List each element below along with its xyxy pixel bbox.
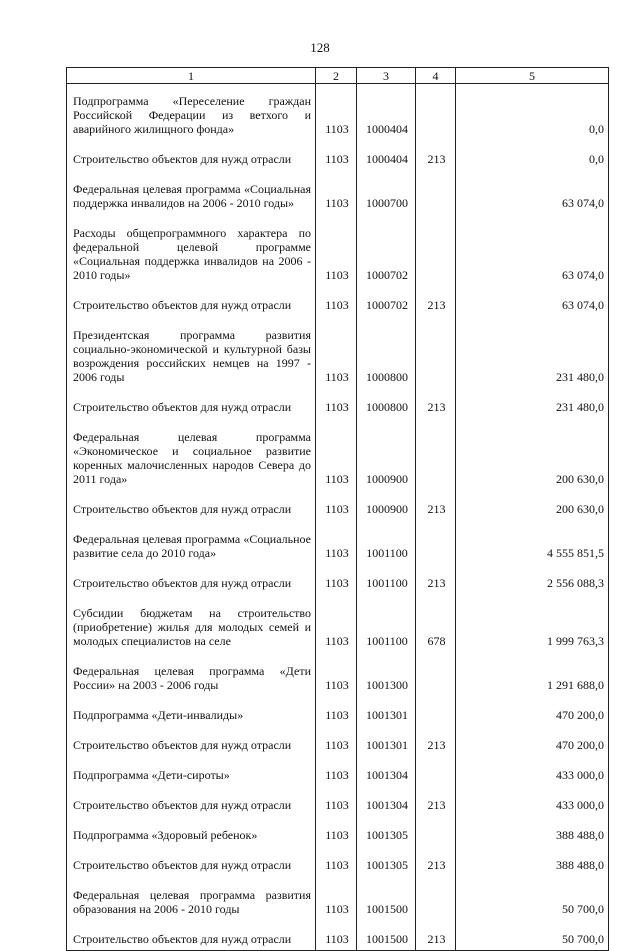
row-amount: 231 480,0 (456, 392, 609, 422)
column-header-3: 3 (357, 68, 416, 84)
row-section-code: 1103 (316, 924, 357, 951)
table-row (67, 174, 609, 218)
row-target-code: 1001100 (357, 568, 416, 598)
row-name: Строительство объектов для нужд отрасли (67, 392, 316, 422)
table-body (67, 84, 609, 951)
row-amount: 433 000,0 (456, 790, 609, 820)
row-expense-code: 213 (416, 850, 456, 880)
row-section-code: 1103 (316, 656, 357, 700)
row-target-code: 1001301 (357, 730, 416, 760)
table-row (67, 524, 609, 568)
row-expense-code (416, 174, 456, 218)
row-expense-code: 213 (416, 494, 456, 524)
row-target-code: 1000900 (357, 494, 416, 524)
table-row (67, 790, 609, 820)
header-row (67, 68, 609, 84)
row-target-code: 1001301 (357, 700, 416, 730)
table-row (67, 760, 609, 790)
table-row (67, 290, 609, 320)
row-name: Подпрограмма «Дети-сироты» (67, 760, 316, 790)
budget-table (66, 67, 609, 951)
row-expense-code (416, 820, 456, 850)
row-section-code: 1103 (316, 494, 357, 524)
row-expense-code: 213 (416, 730, 456, 760)
row-name: Подпрограмма «Переселение граждан Российской Федерации из ветхого и аварийного жилищного фонда» (67, 84, 316, 145)
row-expense-code (416, 84, 456, 145)
row-target-code: 1001100 (357, 598, 416, 656)
table-row (67, 84, 609, 145)
row-target-code: 1000404 (357, 144, 416, 174)
row-amount: 63 074,0 (456, 174, 609, 218)
row-amount: 200 630,0 (456, 422, 609, 494)
row-section-code: 1103 (316, 524, 357, 568)
row-target-code: 1000702 (357, 218, 416, 290)
row-target-code: 1001500 (357, 924, 416, 951)
row-section-code: 1103 (316, 760, 357, 790)
table-row (67, 144, 609, 174)
row-section-code: 1103 (316, 880, 357, 924)
row-target-code: 1001300 (357, 656, 416, 700)
row-amount: 63 074,0 (456, 218, 609, 290)
table-row (67, 392, 609, 422)
row-name: Подпрограмма «Дети-инвалиды» (67, 700, 316, 730)
row-amount: 388 488,0 (456, 820, 609, 850)
row-target-code: 1001305 (357, 850, 416, 880)
table-row (67, 820, 609, 850)
row-section-code: 1103 (316, 568, 357, 598)
row-expense-code (416, 422, 456, 494)
row-name: Строительство объектов для нужд отрасли (67, 144, 316, 174)
row-section-code: 1103 (316, 730, 357, 760)
row-target-code: 1001500 (357, 880, 416, 924)
row-name: Федеральная целевая программа «Дети России» на 2003 - 2006 годы (67, 656, 316, 700)
row-name: Расходы общепрограммного характера по федеральной целевой программе «Социальная поддержка инвалидов на 2006 - 2010 годы» (67, 218, 316, 290)
table-row (67, 850, 609, 880)
row-name: Строительство объектов для нужд отрасли (67, 924, 316, 951)
table-row (67, 320, 609, 392)
row-amount: 470 200,0 (456, 700, 609, 730)
row-section-code: 1103 (316, 598, 357, 656)
row-expense-code (416, 656, 456, 700)
row-expense-code (416, 760, 456, 790)
table-row (67, 598, 609, 656)
row-name: Президентская программа развития социально-экономической и культурной базы возрождения российских немцев на 1997 - 2006 годы (67, 320, 316, 392)
row-target-code: 1001304 (357, 790, 416, 820)
column-header-2: 2 (316, 68, 357, 84)
row-section-code: 1103 (316, 174, 357, 218)
row-target-code: 1001304 (357, 760, 416, 790)
row-name: Строительство объектов для нужд отрасли (67, 730, 316, 760)
row-name: Строительство объектов для нужд отрасли (67, 568, 316, 598)
row-target-code: 1000700 (357, 174, 416, 218)
row-section-code: 1103 (316, 392, 357, 422)
row-section-code: 1103 (316, 218, 357, 290)
row-expense-code: 213 (416, 568, 456, 598)
row-amount: 63 074,0 (456, 290, 609, 320)
table-row (67, 730, 609, 760)
page-number: 128 (310, 40, 330, 55)
row-amount: 388 488,0 (456, 850, 609, 880)
row-name: Строительство объектов для нужд отрасли (67, 850, 316, 880)
row-amount: 1 999 763,3 (456, 598, 609, 656)
row-section-code: 1103 (316, 144, 357, 174)
row-section-code: 1103 (316, 790, 357, 820)
row-name: Подпрограмма «Здоровый ребенок» (67, 820, 316, 850)
row-section-code: 1103 (316, 820, 357, 850)
row-amount: 4 555 851,5 (456, 524, 609, 568)
row-expense-code (416, 524, 456, 568)
row-target-code: 1000800 (357, 392, 416, 422)
row-name: Строительство объектов для нужд отрасли (67, 494, 316, 524)
row-amount: 0,0 (456, 84, 609, 145)
row-target-code: 1000404 (357, 84, 416, 145)
table-row (67, 494, 609, 524)
column-header-1: 1 (67, 68, 316, 84)
row-expense-code (416, 218, 456, 290)
column-header-4: 4 (416, 68, 456, 84)
row-expense-code: 213 (416, 924, 456, 951)
row-section-code: 1103 (316, 290, 357, 320)
row-amount: 200 630,0 (456, 494, 609, 524)
row-name: Федеральная целевая программа развития образования на 2006 - 2010 годы (67, 880, 316, 924)
row-name: Строительство объектов для нужд отрасли (67, 790, 316, 820)
row-amount: 1 291 688,0 (456, 656, 609, 700)
row-section-code: 1103 (316, 850, 357, 880)
row-expense-code (416, 700, 456, 730)
row-amount: 433 000,0 (456, 760, 609, 790)
row-amount: 50 700,0 (456, 924, 609, 951)
table-row (67, 218, 609, 290)
row-expense-code: 213 (416, 392, 456, 422)
row-name: Федеральная целевая программа «Экономическое и социальное развитие коренных малочисленных народов Севера до 2011 года» (67, 422, 316, 494)
table-row (67, 568, 609, 598)
row-section-code: 1103 (316, 422, 357, 494)
row-section-code: 1103 (316, 320, 357, 392)
row-amount: 50 700,0 (456, 880, 609, 924)
column-header-5: 5 (456, 68, 609, 84)
row-name: Федеральная целевая программа «Социальное развитие села до 2010 года» (67, 524, 316, 568)
row-target-code: 1001305 (357, 820, 416, 850)
row-section-code: 1103 (316, 84, 357, 145)
row-target-code: 1000702 (357, 290, 416, 320)
table-row (67, 422, 609, 494)
row-expense-code: 213 (416, 144, 456, 174)
table-row (67, 924, 609, 951)
row-expense-code (416, 880, 456, 924)
row-expense-code: 213 (416, 790, 456, 820)
row-target-code: 1000800 (357, 320, 416, 392)
row-expense-code: 213 (416, 290, 456, 320)
row-target-code: 1001100 (357, 524, 416, 568)
row-expense-code (416, 320, 456, 392)
row-name: Строительство объектов для нужд отрасли (67, 290, 316, 320)
row-amount: 231 480,0 (456, 320, 609, 392)
row-amount: 0,0 (456, 144, 609, 174)
table-row (67, 700, 609, 730)
row-expense-code: 678 (416, 598, 456, 656)
row-amount: 2 556 088,3 (456, 568, 609, 598)
row-name: Субсидии бюджетам на строительство (приобретение) жилья для молодых семей и молодых специалистов на селе (67, 598, 316, 656)
row-target-code: 1000900 (357, 422, 416, 494)
table-row (67, 656, 609, 700)
table-header (67, 68, 609, 84)
table-row (67, 880, 609, 924)
row-amount: 470 200,0 (456, 730, 609, 760)
row-section-code: 1103 (316, 700, 357, 730)
row-name: Федеральная целевая программа «Социальная поддержка инвалидов на 2006 - 2010 годы» (67, 174, 316, 218)
